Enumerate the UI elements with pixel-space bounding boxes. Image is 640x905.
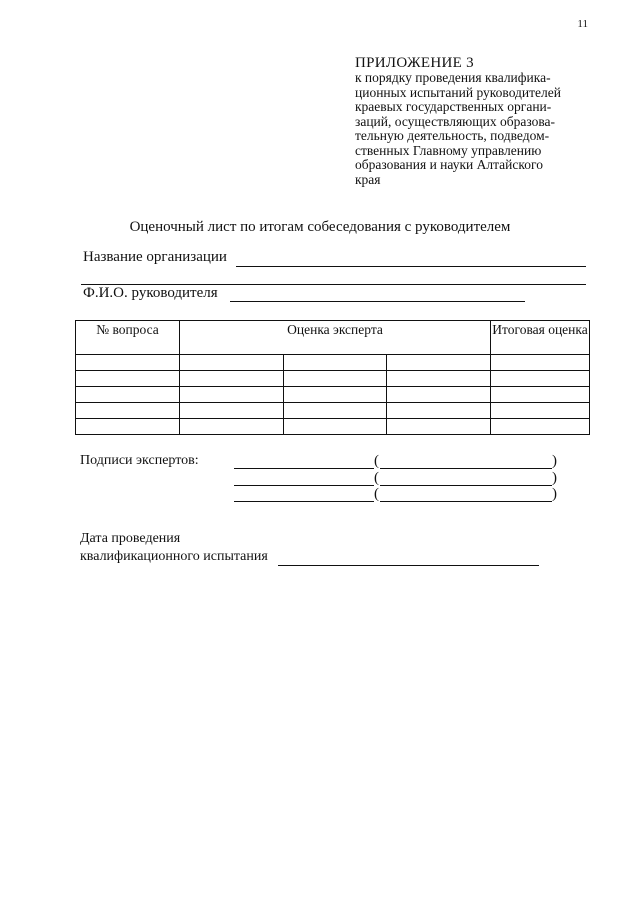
open-paren: ( [374, 486, 379, 502]
appendix-block [355, 55, 590, 187]
table-row [76, 403, 590, 419]
table-cell[interactable] [284, 419, 387, 435]
table-cell[interactable] [180, 371, 284, 387]
table-cell[interactable] [284, 403, 387, 419]
test-date-label-line2: квалификационного испытания [80, 549, 268, 564]
signature-field[interactable] [234, 501, 374, 502]
table-cell[interactable] [491, 355, 590, 371]
table-cell[interactable] [76, 403, 180, 419]
org-name-field[interactable] [236, 266, 586, 267]
appendix-line: ционных испытаний руководителей [355, 84, 561, 100]
appendix-line: тельную деятельность, подведом- [355, 128, 550, 143]
appendix-line: ственных Главному управлению [355, 142, 542, 158]
table-cell[interactable] [284, 387, 387, 403]
signature-row [234, 472, 564, 488]
table-cell[interactable] [180, 403, 284, 419]
signature-field[interactable] [234, 485, 374, 486]
column-header-final-score: Итоговая оценка [491, 321, 590, 355]
table-cell[interactable] [76, 355, 180, 371]
expert-signatures-label: Подписи экспертов: [80, 453, 199, 468]
table-cell[interactable] [180, 355, 284, 371]
table-cell[interactable] [387, 387, 491, 403]
table-row [76, 419, 590, 435]
table-row [76, 387, 590, 403]
table-cell[interactable] [491, 387, 590, 403]
column-header-question-no: № вопроса [76, 321, 180, 355]
appendix-title: ПРИЛОЖЕНИЕ 3 [355, 55, 474, 71]
close-paren: ) [552, 486, 557, 502]
test-date-field[interactable] [278, 565, 539, 566]
appendix-line: к порядку проведения квалифика- [355, 70, 551, 85]
table-cell[interactable] [284, 355, 387, 371]
test-date-label [80, 530, 268, 566]
table-cell[interactable] [180, 419, 284, 435]
close-paren: ) [552, 453, 557, 469]
org-name-label: Название организации [83, 249, 227, 265]
table-cell[interactable] [387, 355, 491, 371]
table-cell[interactable] [491, 419, 590, 435]
table-cell[interactable] [76, 419, 180, 435]
table-cell[interactable] [387, 371, 491, 387]
close-paren: ) [552, 470, 557, 486]
column-header-expert-score: Оценка эксперта [180, 321, 491, 355]
table-cell[interactable] [76, 387, 180, 403]
table-cell[interactable] [76, 371, 180, 387]
table-cell[interactable] [180, 387, 284, 403]
test-date-label-line1: Дата проведения [80, 531, 181, 546]
table-cell[interactable] [284, 371, 387, 387]
page-number: 11 [577, 18, 588, 30]
table-cell[interactable] [387, 419, 491, 435]
table-header-row [76, 321, 590, 355]
table-cell[interactable] [491, 403, 590, 419]
form-title: Оценочный лист по итогам собеседования с руководителем [129, 219, 511, 235]
evaluation-table [75, 320, 590, 435]
signature-name-field[interactable] [380, 485, 552, 486]
signature-name-field[interactable] [380, 468, 552, 469]
signature-field[interactable] [234, 468, 374, 469]
signature-name-field[interactable] [380, 501, 552, 502]
head-name-label: Ф.И.О. руководителя [83, 285, 218, 301]
table-cell[interactable] [387, 403, 491, 419]
open-paren: ( [374, 470, 379, 486]
open-paren: ( [374, 453, 379, 469]
signature-row [234, 455, 564, 471]
signature-row [234, 488, 564, 504]
appendix-line: краевых государственных органи- [355, 99, 552, 114]
appendix-line: заций, осуществляющих образова- [355, 113, 556, 129]
table-cell[interactable] [491, 371, 590, 387]
head-name-field[interactable] [230, 301, 525, 302]
appendix-line: образования и науки Алтайского [355, 157, 543, 172]
table-row [76, 355, 590, 371]
table-row [76, 371, 590, 387]
appendix-body [355, 71, 590, 187]
appendix-line: края [355, 171, 381, 187]
